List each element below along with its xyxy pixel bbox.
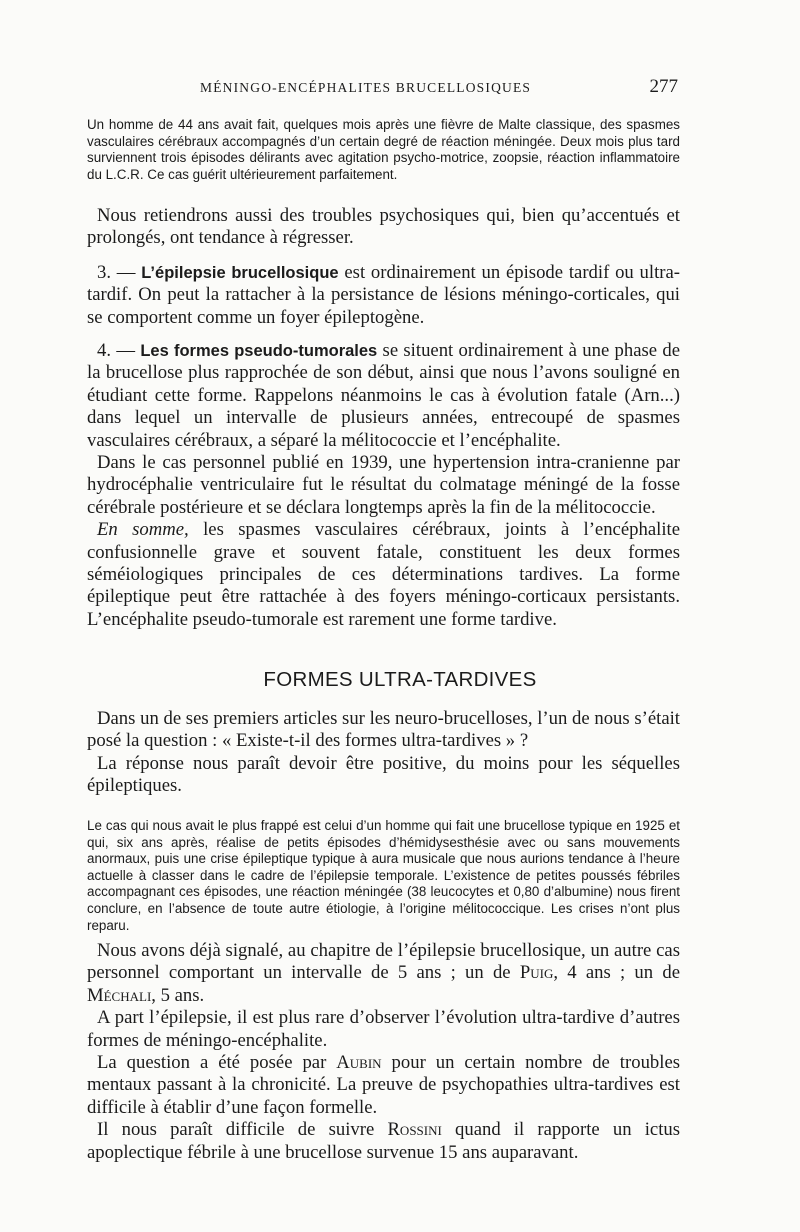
running-header: [0, 76, 800, 100]
author-mechali: Méchali: [87, 984, 152, 1006]
author-rossini: Rossini: [387, 1119, 442, 1141]
en-somme-italic: En somme,: [97, 519, 189, 541]
page-number: 277: [649, 76, 678, 97]
item-3-text: est ordinairement un épisode tardif ou ultra-tardif. On peut la rattacher à la persistance de lésions méningo-corticales, qui se comportent comme un foyer épileptogène.: [87, 262, 681, 328]
case-note-1: Un homme de 44 ans avait fait, quelques mois après une fièvre de Malte classique, des spasmes vasculaires cérébraux accompagnés d’un certain degré de réaction méningée. Deux mois plus tard surviennent trois épisodes délirants avec agitation psycho-motrice, zoopsie, réaction inflammatoire du L.C.R. Ce cas guérit ultérieurement parfaitement.: [87, 117, 680, 182]
paragraph-a-part: A part l’épilepsie, il est plus rare d’observer l’évolution ultra-tardive d’autres formes de méningo-encéphalite.: [87, 1007, 680, 1051]
item-3-number: 3. —: [97, 262, 136, 283]
signale-text-3: , 5 ans.: [151, 984, 205, 1006]
en-somme-text: les spasmes vasculaires cérébraux, joints à l’encéphalite confusionnelle grave et souvent fatale, constituent les deux formes séméiologiques principales de ces déterminations tardives. La forme épileptique peut être rattachée à des foyers méningo-corticaux persistants. L’encéphalite pseudo-tumorale est rarement une forme tardive.: [87, 519, 680, 630]
item-4-text: se situent ordinairement à une phase de la brucellose plus rapprochée de son début, ainsi que nous l’avons souligné en étudiant cette forme. Rappelons néanmoins le cas à évolution fatale (Arn...) dans lequel un intervalle de plusieurs années, entrecoupé de spasmes vasculaires cérébraux, a séparé la mélitococcie et l’encéphalite.: [87, 340, 681, 451]
question-text-2: pour un certain nombre de troubles mentaux passant à la chronicité. La preuve de psychopathies ultra-tardives est difficile à établir d’une façon formelle.: [87, 1052, 681, 1118]
item-4-number: 4. —: [97, 340, 136, 361]
rossini-text-1: Il nous paraît difficile de suivre: [97, 1119, 375, 1141]
running-title: MÉNINGO-ENCÉPHALITES BRUCELLOSIQUES: [200, 80, 532, 95]
paragraph-articles: Dans un de ses premiers articles sur les neuro-brucelloses, l’un de nous s’était posé la question : « Existe-t-il des formes ultra-tardives » ?: [87, 708, 680, 752]
item-3-epilepsie: [87, 262, 680, 329]
paragraph-psychoses: Nous retiendrons aussi des troubles psychosiques qui, bien qu’accentués et prolongés, ont tendance à régresser.: [87, 205, 680, 249]
item-4-title: Les formes pseudo-tumorales: [140, 342, 378, 360]
author-aubin: Aubin: [336, 1052, 382, 1074]
signale-text-2: , 4 ans ; un de: [553, 962, 680, 984]
signale-text-1: Nous avons déjà signalé, au chapitre de l’épilepsie brucellosique, un autre cas personnel comportant un intervalle de 5 ans ; un de: [87, 940, 680, 984]
paragraph-en-somme: [87, 519, 680, 631]
section-heading: FORMES ULTRA-TARDIVES: [263, 668, 537, 691]
case-note-2: Le cas qui nous avait le plus frappé est celui d’un homme qui fait une brucellose typique en 1925 et qui, six ans après, réalise de petits épisodes d’hémidysesthésie avec ou sans mouvements anormaux, puis une crise épileptique typique à aura musicale que nous aurions tendance à l’heure actuelle à classer dans le cadre de l’épilepsie temporale. L’existence de petites poussés fébriles accompagnant ces épisodes, une réaction méningée (38 leucocytes et 0,80 d’albumine) nous firent conclure, en l’absence de toute autre étiologie, à l’origine mélitococcique. Les crises n’ont plus reparu.: [87, 818, 680, 933]
paragraph-signale: [87, 940, 680, 1007]
pseudo-tumoral-section: [87, 340, 680, 631]
item-4-pseudo-tumorales: [87, 340, 680, 452]
paragraph-question: [87, 1052, 680, 1119]
paragraph-reponse: La réponse nous paraît devoir être positive, du moins pour les séquelles épileptiques.: [87, 752, 680, 797]
paragraph-rossini: [87, 1119, 680, 1164]
rossini-text-2: quand il rapporte un ictus apoplectique fébrile à une brucellose survenue 15 ans auparavant.: [87, 1119, 681, 1163]
author-puig: Puig: [519, 962, 554, 984]
paragraph-cas-1939: Dans le cas personnel publié en 1939, une hypertension intra-cranienne par hydrocéphalie ventriculaire fut le résultat du colmatage méningé de la fosse cérébrale postérieure et se déclara longtemps après la fin de la mélitococcie.: [87, 452, 680, 518]
item-3-title: L’épilepsie brucellosique: [141, 264, 339, 282]
ultra-tardives-intro: [87, 708, 680, 798]
ultra-tardives-discussion: [87, 940, 680, 1164]
question-text-1: La question a été posée par: [97, 1052, 327, 1074]
